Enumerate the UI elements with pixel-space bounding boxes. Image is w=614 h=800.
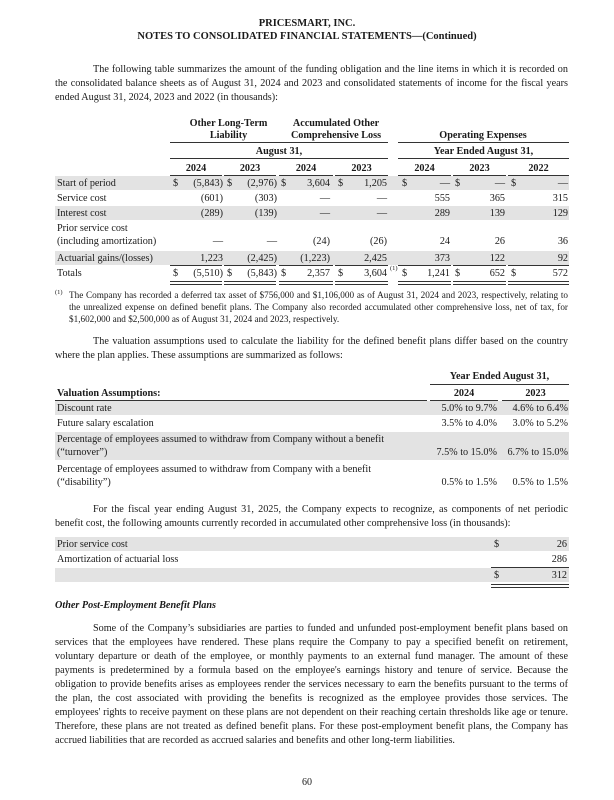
table-row [55,432,569,460]
row-label: Interest cost [57,208,107,219]
cell-value: 286 [551,554,567,565]
year-header: 2023 [469,163,490,174]
cell-value: 3,604 [307,178,330,189]
currency-symbol: $ [494,539,500,550]
cell-value: 555 [434,193,450,204]
row-label: (“turnover”) [57,447,108,458]
col-group-other-lt-liability [175,118,282,142]
col-group-aocl [282,118,390,142]
row-label: Actuarial gains/(losses) [57,253,153,264]
cell-value: 1,205 [364,178,387,189]
currency-symbol: $ [402,178,408,189]
currency-symbol: $ [455,268,461,279]
cell-value: 3.5% to 4.0% [441,418,497,429]
funding-table [0,0,614,320]
row-label: Start of period [57,178,116,189]
table-row [55,401,569,415]
page-title: NOTES TO CONSOLIDATED FINANCIAL STATEMENTS—(Continued) [137,31,477,42]
cell-value: (26) [370,236,387,247]
cell-value: 129 [552,208,568,219]
cell-value: 652 [489,268,505,279]
row-label: Amortization of actuarial loss [57,554,179,565]
cell-value: — [212,236,223,247]
row-label: Prior service cost [57,539,128,550]
intro-text: The following table summarizes the amount of the funding obligation and the line items in which it is recorded on the consolidated balance sheets as of August 31, 2024 and 2023 and consolidated statements of income for the fiscal years ended August 31, 2024, 2023 and 2022 (in thousands): [55,64,568,103]
header-text: Liability [209,130,248,141]
cell-value: 3.0% to 5.2% [512,418,568,429]
cell-value: 1,223 [200,253,223,264]
cell-value: (5,510) [193,268,223,279]
currency-symbol: $ [281,178,287,189]
table-row [55,176,569,190]
table-row [55,462,569,490]
currency-symbol: $ [227,178,233,189]
cell-value: (2,976) [247,178,277,189]
cell-value: 92 [557,253,568,264]
cell-value: 26 [494,236,505,247]
header-text: Accumulated Other [292,118,380,129]
balance-date-header: August 31, [255,146,303,157]
year-header: 2023 [351,163,372,174]
cell-value: 315 [552,193,568,204]
section-paragraph [55,622,568,748]
currency-symbol: $ [494,570,500,581]
col-group-opex: Operating Expenses [439,130,527,141]
cell-value: (601) [200,193,223,204]
footnote [55,289,568,329]
cell-value: 572 [552,268,568,279]
currency-symbol: $ [173,268,179,279]
valuation-assumptions-header: Valuation Assumptions: [57,388,161,399]
row-label: Future salary escalation [57,418,154,429]
cell-value: 3,604 [364,268,387,279]
section-title: Other Post-Employment Benefit Plans [55,600,217,611]
table-row [55,221,569,249]
currency-symbol: $ [281,268,287,279]
year-header: 2024 [295,163,317,174]
table-row [55,416,569,430]
row-label: Discount rate [57,403,112,414]
cell-value: 1,241 [427,268,450,279]
cell-value: 2,425 [364,253,387,264]
cell-value: (5,843) [193,178,223,189]
cell-value: 6.7% to 15.0% [507,447,568,458]
row-label: Totals [57,268,82,279]
row-label: Percentage of employees assumed to withdraw from Company without a benefit [57,434,385,445]
row-label: Prior service cost [57,223,128,234]
currency-symbol: $ [511,178,517,189]
header-text: Other Long-Term [189,118,268,129]
page-number: 60 [302,777,312,788]
currency-symbol: $ [338,268,344,279]
cell-value: — [319,193,330,204]
cell-value: (303) [254,193,277,204]
footnote-marker: (1) [55,289,63,296]
company-name: PRICESMART, INC. [258,18,356,29]
cell-value: 2,357 [307,268,330,279]
cell-value: 4.6% to 6.4% [512,403,568,414]
cell-value: 24 [439,236,450,247]
cell-value: (289) [200,208,223,219]
cell-value: 139 [489,208,505,219]
cell-value: — [557,178,568,189]
row-label: (including amortization) [57,236,157,247]
cell-value: 373 [434,253,450,264]
fy2025-text: For the fiscal year ending August 31, 2025, the Company expects to recognize, as components of net periodic benefit cost, the following amounts currently recorded in accumulated other comprehensive loss (in thousands): [55,504,568,529]
cell-value: — [439,178,450,189]
currency-symbol: $ [455,178,461,189]
valuation-paragraph [55,335,568,363]
valuation-text: The valuation assumptions used to calculate the liability for the defined benefit plans differ based on the country where the plan applies. These assumptions are summarized as follows: [55,336,568,361]
row-label: Service cost [57,193,107,204]
year-ended-header: Year Ended August 31, [449,371,550,382]
cell-value: — [494,178,505,189]
fy2025-paragraph [55,503,568,531]
year-header: 2023 [525,388,546,399]
year-header: 2022 [528,163,549,174]
section-text: Some of the Company’s subsidiaries are parties to funded and unfunded post-employment benefit plans based on services that the employees have rendered. These plans require the Company to pay a specified benefit on retirement, voluntary departure or death of the employee, or monthly payments to an external fund manager. The amount of these payments is predetermined by a formula based on the employee's earnings history and tenure of service. Because the obligation to provide benefits arises as employees render the services necessary to earn the benefits pursuant to the terms of the plan, the cost associated with providing the benefits is recognized as the employee provides those services. The employees' rights to receive payment on these plans are not dependent on their reaching certain thresholds like age or tenure. Therefore, these plans are not treated as defined benefit plans. For these post-employment benefit plans, the Company has accrued liabilities that are recorded as accrued salaries and benefits and other long-term liabilities. [55,623,568,746]
currency-symbol: $ [338,178,344,189]
year-header: 2024 [453,388,475,399]
cell-value: (139) [254,208,277,219]
cell-value: 122 [489,253,505,264]
currency-symbol: $ [402,268,408,279]
row-label: Percentage of employees assumed to withdraw from Company with a benefit [57,464,372,475]
currency-symbol: $ [227,268,233,279]
cell-value: — [376,208,387,219]
cell-value: 5.0% to 9.7% [441,403,497,414]
footnote-text: The Company has recorded a deferred tax asset of $756,000 and $1,106,000 as of August 31, 2024 and 2023, respectively, relating to the unrealized expense on defined benefit plans. The Company also recorded accumulated other comprehensive loss, net of tax, for $1,602,000 and $2,500,000 as of August 31, 2024 and 2023, respectively. [69,290,568,324]
cell-value: 289 [434,208,450,219]
currency-symbol: $ [173,178,179,189]
cell-value: — [266,236,277,247]
row-label: (“disability”) [57,477,111,488]
header-text: Comprehensive Loss [290,130,382,141]
cell-value: (5,843) [247,268,277,279]
cell-value: (1,223) [300,253,330,264]
year-header: 2023 [239,163,261,174]
cell-value: (24) [313,236,330,247]
table-row [55,191,569,205]
currency-symbol: $ [511,268,517,279]
cell-value: 365 [489,193,505,204]
cell-value: 0.5% to 1.5% [512,477,568,488]
year-header: 2024 [185,163,207,174]
year-header: 2024 [414,163,435,174]
year-ended-header: Year Ended August 31, [433,146,534,157]
cell-value: 0.5% to 1.5% [441,477,497,488]
table-row [55,537,569,551]
table-row [55,552,569,566]
table-row-total [55,568,569,582]
cell-value: 312 [551,570,567,581]
footnote-marker: (1) [390,265,398,272]
table-row [55,206,569,220]
cell-value: 26 [556,539,567,550]
cell-value: — [319,208,330,219]
table-row [55,251,569,265]
cell-value: 36 [557,236,568,247]
cell-value: — [376,193,387,204]
cell-value: (2,425) [247,253,277,264]
cell-value: 7.5% to 15.0% [436,447,497,458]
table-row-totals [55,266,569,280]
